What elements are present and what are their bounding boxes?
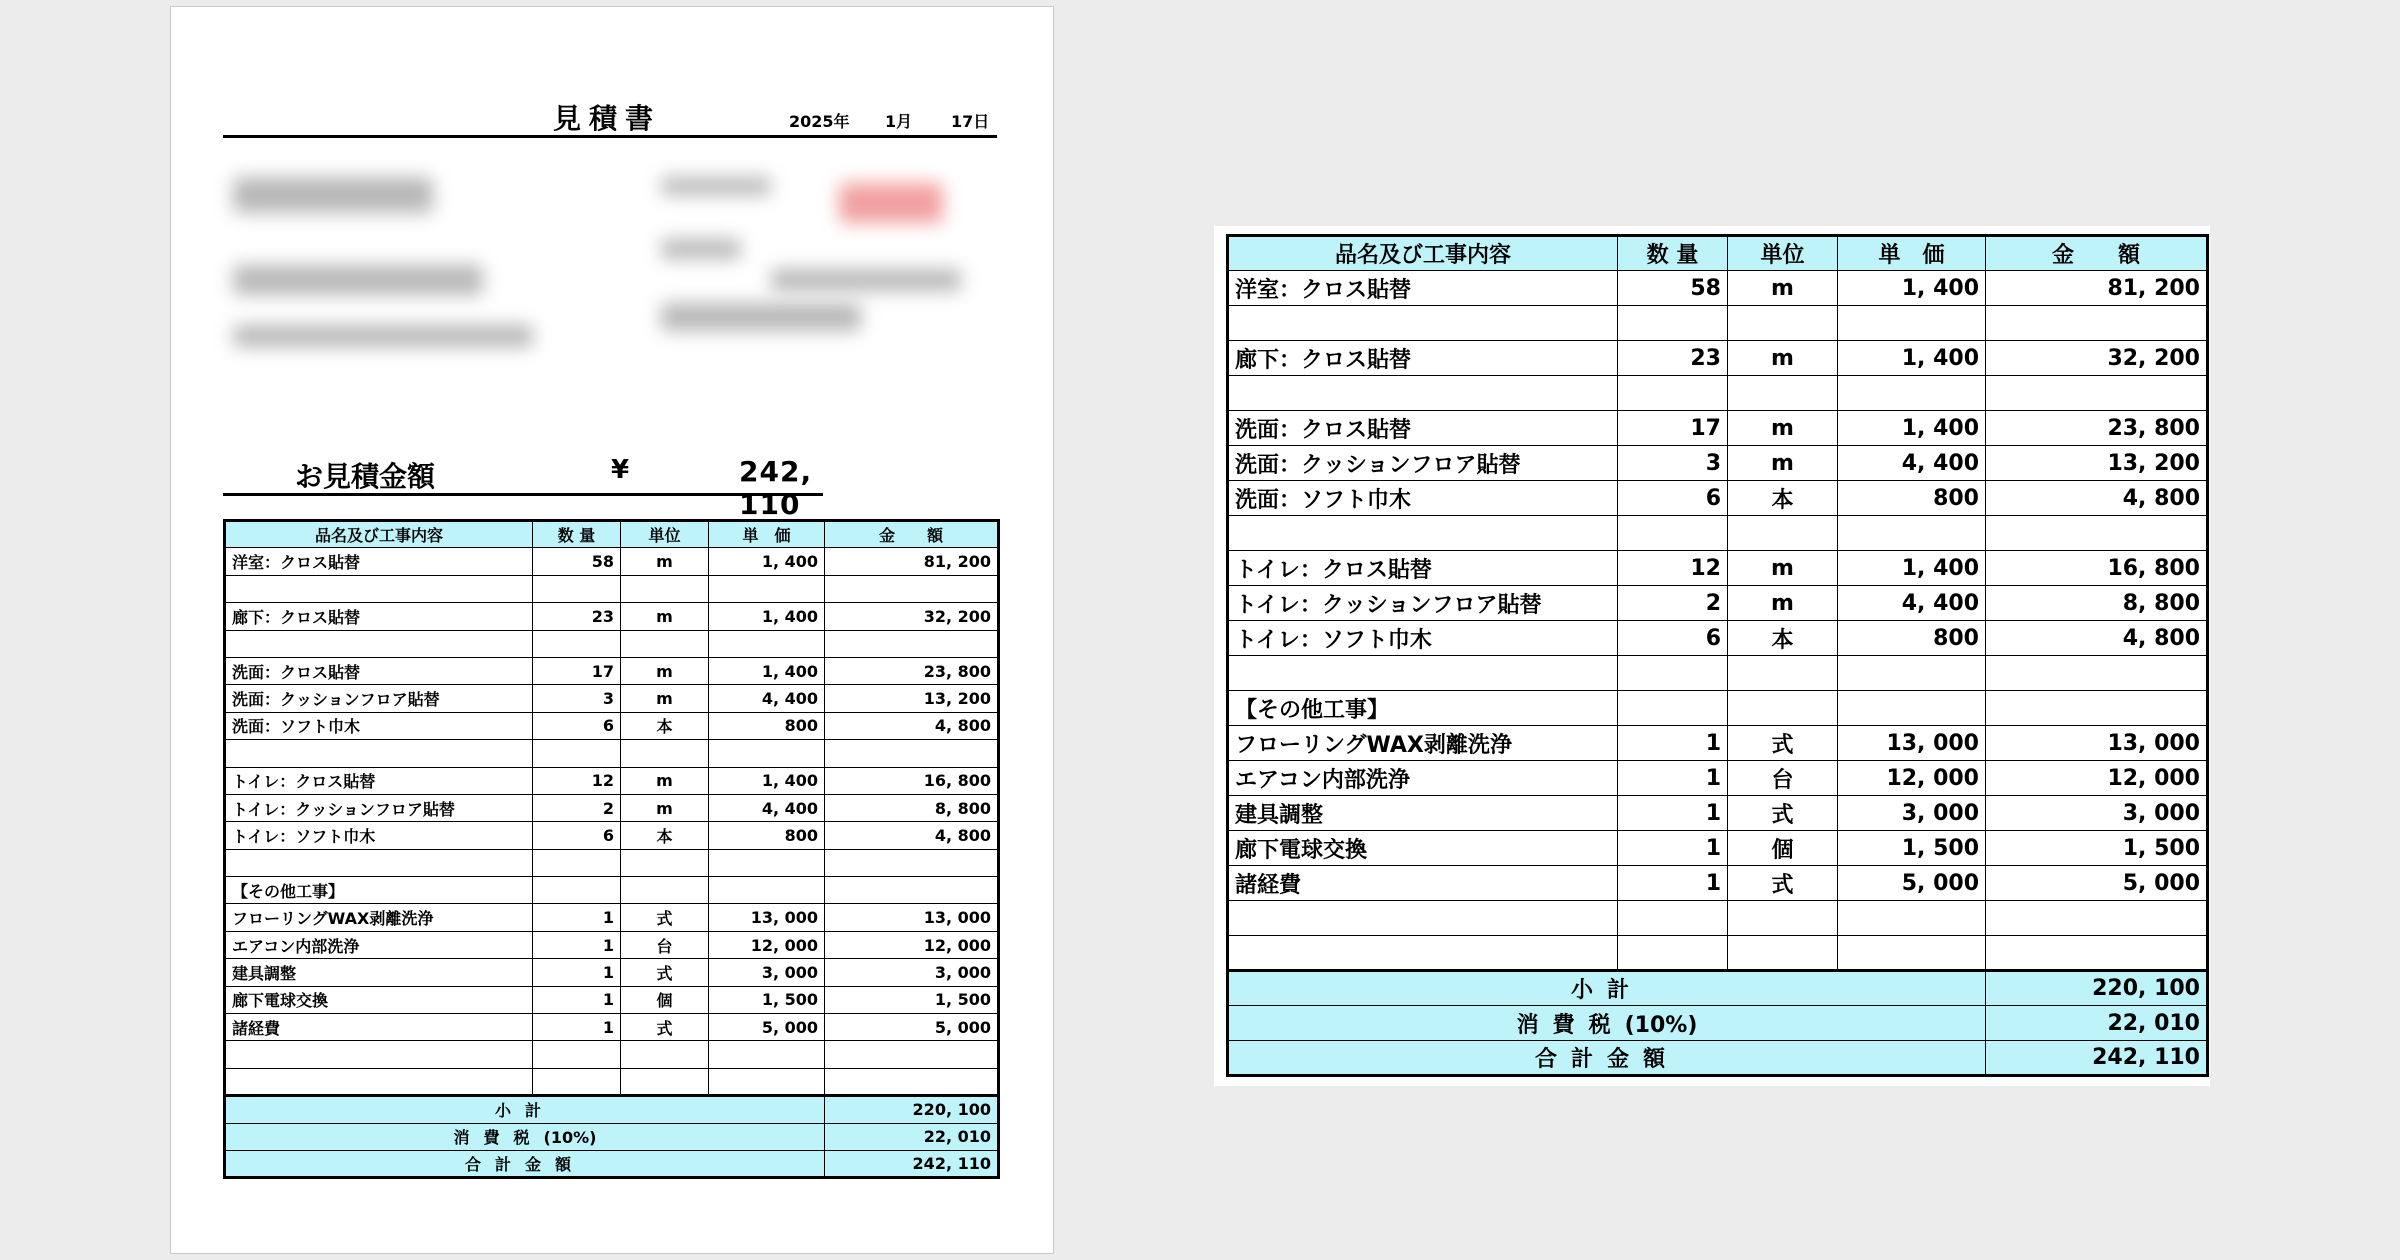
table-cell: 13, 000 (1838, 726, 1986, 761)
document-header (223, 95, 997, 138)
table-cell (1228, 901, 1618, 936)
table-row (1228, 831, 2208, 866)
table-cell (533, 877, 621, 904)
table-cell (1838, 306, 1986, 341)
table-cell (1228, 376, 1618, 411)
table-cell: 58 (533, 548, 621, 575)
table-cell: 5, 000 (709, 1014, 825, 1041)
table-cell (1228, 656, 1618, 691)
table-cell (533, 630, 621, 657)
table-cell: 12, 000 (1986, 761, 2208, 796)
table-cell (621, 575, 709, 602)
table-cell (1728, 376, 1838, 411)
table-cell: m (621, 767, 709, 794)
table-cell: 台 (621, 931, 709, 958)
table-cell: 式 (1728, 866, 1838, 901)
column-header: 数 量 (1618, 236, 1728, 271)
table-cell (1986, 901, 2208, 936)
table-cell (621, 849, 709, 876)
table-cell: 13, 200 (1986, 446, 2208, 481)
summary-label: 小計 (494, 1101, 555, 1121)
table-cell (1728, 306, 1838, 341)
summary-row (225, 1150, 999, 1177)
table-cell: 諸経費 (1228, 866, 1618, 901)
table-cell: 建具調整 (1228, 796, 1618, 831)
table-cell: 1 (533, 904, 621, 931)
summary-row (225, 1123, 999, 1150)
table-cell: 1 (1618, 726, 1728, 761)
summary-value: 242, 110 (825, 1150, 999, 1177)
table-cell (533, 1068, 621, 1095)
table-cell: 13, 000 (709, 904, 825, 931)
date-year: 2025年 (789, 112, 850, 131)
table-cell (1618, 306, 1728, 341)
table-cell (1986, 936, 2208, 971)
quote-amount-label: お見積金額 (295, 460, 436, 493)
table-cell (709, 849, 825, 876)
redacted-company-line (661, 177, 771, 195)
table-cell (533, 740, 621, 767)
table-cell: 1, 400 (1838, 271, 1986, 306)
table-cell: m (1728, 586, 1838, 621)
table-cell (1618, 656, 1728, 691)
table-cell: 廊下：クロス貼替 (1228, 341, 1618, 376)
table-cell (709, 877, 825, 904)
table-row (1228, 271, 2208, 306)
table-cell: 4, 800 (1986, 621, 2208, 656)
redacted-customer-detail (233, 325, 533, 347)
table-cell: 1, 400 (1838, 551, 1986, 586)
table-cell: 1 (1618, 761, 1728, 796)
table-cell: エアコン内部洗浄 (225, 931, 533, 958)
table-cell: 1 (533, 986, 621, 1013)
table-row (1228, 936, 2208, 971)
table-cell (533, 849, 621, 876)
table-cell (621, 877, 709, 904)
summary-label-cell (225, 1123, 825, 1150)
table-cell: m (1728, 411, 1838, 446)
table-cell (709, 575, 825, 602)
table-cell (621, 740, 709, 767)
table-cell: 81, 200 (825, 548, 999, 575)
redacted-company-stamp (839, 183, 943, 223)
zoomed-table-card (1214, 226, 2210, 1086)
table-cell: 3, 000 (1986, 796, 2208, 831)
table-cell: 800 (1838, 621, 1986, 656)
table-row (225, 1041, 999, 1068)
table-header-row (225, 521, 999, 548)
summary-row (225, 1096, 999, 1123)
table-row (225, 657, 999, 684)
table-cell: 1, 500 (1986, 831, 2208, 866)
table-cell: 廊下電球交換 (225, 986, 533, 1013)
table-row (225, 712, 999, 739)
table-cell: 12 (1618, 551, 1728, 586)
table-cell: フローリングWAX剥離洗浄 (1228, 726, 1618, 761)
table-cell (533, 1041, 621, 1068)
table-cell: m (1728, 551, 1838, 586)
table-cell: 本 (621, 822, 709, 849)
table-cell: 6 (533, 712, 621, 739)
table-cell: 1 (533, 1014, 621, 1041)
table-cell (1838, 376, 1986, 411)
table-cell (1228, 306, 1618, 341)
table-row (225, 849, 999, 876)
table-cell: 1 (1618, 866, 1728, 901)
table-cell: 4, 400 (1838, 446, 1986, 481)
currency-symbol: ¥ (611, 455, 630, 485)
table-cell: 2 (533, 794, 621, 821)
table-row (1228, 516, 2208, 551)
table-cell (1728, 516, 1838, 551)
table-cell: トイレ：クッションフロア貼替 (1228, 586, 1618, 621)
summary-row (1228, 1006, 2208, 1041)
table-cell: 12, 000 (709, 931, 825, 958)
table-cell: 81, 200 (1986, 271, 2208, 306)
table-cell (1728, 901, 1838, 936)
table-row (1228, 481, 2208, 516)
table-cell: 23 (533, 603, 621, 630)
table-row (225, 794, 999, 821)
table-cell: 廊下：クロス貼替 (225, 603, 533, 630)
table-cell: 13, 000 (825, 904, 999, 931)
table-row (225, 603, 999, 630)
table-cell: m (621, 548, 709, 575)
table-cell (225, 1041, 533, 1068)
table-row (225, 822, 999, 849)
summary-label-cell (1228, 971, 1986, 1006)
table-cell: 式 (621, 1014, 709, 1041)
table-cell: 1 (1618, 796, 1728, 831)
table-cell: 3, 000 (825, 959, 999, 986)
column-header: 品名及び工事内容 (1228, 236, 1618, 271)
table-cell: 洋室：クロス貼替 (1228, 271, 1618, 306)
summary-value: 220, 100 (825, 1096, 999, 1123)
table-cell: 13, 000 (1986, 726, 2208, 761)
table-cell: 【その他工事】 (225, 877, 533, 904)
quote-document-page (170, 6, 1054, 1254)
table-row (1228, 691, 2208, 726)
table-cell: 3, 000 (1838, 796, 1986, 831)
table-cell: 23, 800 (1986, 411, 2208, 446)
table-cell (533, 575, 621, 602)
table-cell: エアコン内部洗浄 (1228, 761, 1618, 796)
table-cell (225, 1068, 533, 1095)
table-cell: 個 (1728, 831, 1838, 866)
column-header: 単 価 (709, 521, 825, 548)
table-row (225, 630, 999, 657)
table-cell: 4, 400 (1838, 586, 1986, 621)
table-cell: 洗面：ソフト巾木 (1228, 481, 1618, 516)
table-cell (1618, 376, 1728, 411)
table-cell: 1, 500 (1838, 831, 1986, 866)
table-cell: トイレ：ソフト巾木 (1228, 621, 1618, 656)
table-cell (225, 575, 533, 602)
summary-label: 消費税 (453, 1128, 544, 1148)
table-cell: 洋室：クロス貼替 (225, 548, 533, 575)
table-cell: m (1728, 271, 1838, 306)
table-cell: 本 (621, 712, 709, 739)
table-cell: 6 (1618, 481, 1728, 516)
table-cell: 1, 400 (1838, 341, 1986, 376)
table-cell: 8, 800 (825, 794, 999, 821)
table-row (225, 685, 999, 712)
table-cell: 32, 200 (825, 603, 999, 630)
redacted-company-contact (661, 303, 861, 331)
summary-row (1228, 1041, 2208, 1076)
table-cell: 式 (621, 904, 709, 931)
table-cell: 個 (621, 986, 709, 1013)
table-row (225, 767, 999, 794)
table-cell (825, 740, 999, 767)
table-cell: 1, 400 (1838, 411, 1986, 446)
table-cell (709, 1068, 825, 1095)
table-cell (225, 740, 533, 767)
table-cell (825, 1068, 999, 1095)
table-cell (1986, 691, 2208, 726)
table-cell (621, 630, 709, 657)
table-cell (825, 877, 999, 904)
table-cell (1986, 656, 2208, 691)
table-cell: 式 (1728, 726, 1838, 761)
table-cell: 3 (1618, 446, 1728, 481)
table-cell (1838, 691, 1986, 726)
table-cell: 1 (1618, 831, 1728, 866)
table-cell: 5, 000 (1838, 866, 1986, 901)
summary-label-cell (225, 1150, 825, 1177)
column-header: 単位 (621, 521, 709, 548)
table-row (1228, 376, 2208, 411)
quote-table-small (223, 519, 1000, 1179)
table-row (1228, 306, 2208, 341)
table-cell (1618, 516, 1728, 551)
table-row (1228, 446, 2208, 481)
table-cell (1618, 936, 1728, 971)
table-cell: 6 (1618, 621, 1728, 656)
table-cell: 800 (709, 712, 825, 739)
date-month: 1月 (885, 112, 913, 131)
redacted-company-address (771, 269, 961, 291)
table-cell (1838, 656, 1986, 691)
column-header: 単位 (1728, 236, 1838, 271)
table-cell: 1 (533, 931, 621, 958)
table-cell (825, 1041, 999, 1068)
table-cell: 8, 800 (1986, 586, 2208, 621)
table-cell: 12 (533, 767, 621, 794)
table-cell (825, 630, 999, 657)
table-row (225, 931, 999, 958)
table-cell (1618, 691, 1728, 726)
table-cell (621, 1041, 709, 1068)
table-row (1228, 341, 2208, 376)
column-header: 数 量 (533, 521, 621, 548)
quote-table-zoomed (1226, 234, 2209, 1077)
table-row (1228, 551, 2208, 586)
table-cell: 1, 500 (709, 986, 825, 1013)
table-cell: m (621, 603, 709, 630)
table-row (1228, 761, 2208, 796)
table-cell: 4, 800 (825, 822, 999, 849)
table-cell: 17 (533, 657, 621, 684)
table-cell: 2 (1618, 586, 1728, 621)
table-cell: m (1728, 341, 1838, 376)
table-cell: 32, 200 (1986, 341, 2208, 376)
table-cell: m (621, 657, 709, 684)
summary-note: (10%) (1624, 1012, 1698, 1038)
summary-label: 消費税 (1516, 1012, 1625, 1038)
table-cell: m (621, 685, 709, 712)
date-day: 17日 (951, 112, 990, 131)
summary-value: 242, 110 (1986, 1041, 2208, 1076)
summary-label: 合計金額 (1534, 1047, 1679, 1072)
table-cell: 1, 400 (709, 657, 825, 684)
table-cell: トイレ：クロス貼替 (225, 767, 533, 794)
table-cell: 23 (1618, 341, 1728, 376)
table-cell: 12, 000 (825, 931, 999, 958)
table-cell: 5, 000 (825, 1014, 999, 1041)
document-title: 見積書 (553, 102, 662, 135)
table-cell (709, 740, 825, 767)
table-row (225, 548, 999, 575)
table-row (225, 877, 999, 904)
table-cell (225, 849, 533, 876)
table-cell: 本 (1728, 481, 1838, 516)
table-cell: トイレ：クロス貼替 (1228, 551, 1618, 586)
summary-value: 22, 010 (825, 1123, 999, 1150)
summary-value: 220, 100 (1986, 971, 2208, 1006)
table-cell: 6 (533, 822, 621, 849)
table-cell: 5, 000 (1986, 866, 2208, 901)
table-cell: 4, 400 (709, 794, 825, 821)
table-cell: 諸経費 (225, 1014, 533, 1041)
table-cell: 洗面：クロス貼替 (1228, 411, 1618, 446)
table-cell (1986, 306, 2208, 341)
table-cell: 台 (1728, 761, 1838, 796)
table-cell: 4, 800 (825, 712, 999, 739)
table-cell (1838, 936, 1986, 971)
table-cell: 800 (709, 822, 825, 849)
table-cell: 【その他工事】 (1228, 691, 1618, 726)
table-cell (1838, 516, 1986, 551)
table-cell: 23, 800 (825, 657, 999, 684)
table-cell: 58 (1618, 271, 1728, 306)
table-row (225, 1014, 999, 1041)
table-cell: 1, 400 (709, 603, 825, 630)
table-cell (1228, 936, 1618, 971)
table-cell: 本 (1728, 621, 1838, 656)
table-row (225, 740, 999, 767)
table-cell (1986, 376, 2208, 411)
table-cell: 式 (621, 959, 709, 986)
quote-amount-row (223, 453, 823, 521)
summary-label-cell (225, 1096, 825, 1123)
column-header: 金 額 (825, 521, 999, 548)
table-cell: 洗面：クッションフロア貼替 (1228, 446, 1618, 481)
redacted-company-name (661, 239, 741, 259)
table-cell: 廊下電球交換 (1228, 831, 1618, 866)
table-cell: 3, 000 (709, 959, 825, 986)
table-cell: 1 (533, 959, 621, 986)
table-row (1228, 901, 2208, 936)
summary-row (1228, 971, 2208, 1006)
table-cell (709, 630, 825, 657)
summary-label-cell (1228, 1006, 1986, 1041)
table-row (225, 904, 999, 931)
table-cell (1228, 516, 1618, 551)
table-row (1228, 411, 2208, 446)
table-cell: トイレ：ソフト巾木 (225, 822, 533, 849)
table-header-row (1228, 236, 2208, 271)
table-cell: 4, 400 (709, 685, 825, 712)
table-cell: 建具調整 (225, 959, 533, 986)
table-cell: フローリングWAX剥離洗浄 (225, 904, 533, 931)
table-cell: 洗面：クッションフロア貼替 (225, 685, 533, 712)
table-cell: 式 (1728, 796, 1838, 831)
column-header: 単 価 (1838, 236, 1986, 271)
table-cell (825, 575, 999, 602)
table-cell (1728, 656, 1838, 691)
table-cell: 16, 800 (1986, 551, 2208, 586)
table-row (1228, 866, 2208, 901)
table-cell: トイレ：クッションフロア貼替 (225, 794, 533, 821)
quote-amount-value: 242, 110 (739, 455, 813, 521)
table-cell (825, 849, 999, 876)
table-row (225, 986, 999, 1013)
table-cell (621, 1068, 709, 1095)
table-cell: 16, 800 (825, 767, 999, 794)
table-cell: 1, 400 (709, 548, 825, 575)
table-cell: 12, 000 (1838, 761, 1986, 796)
table-cell (1728, 691, 1838, 726)
table-cell: 1, 500 (825, 986, 999, 1013)
column-header: 金 額 (1986, 236, 2208, 271)
table-cell: 800 (1838, 481, 1986, 516)
table-cell: 17 (1618, 411, 1728, 446)
table-row (1228, 796, 2208, 831)
table-cell: m (621, 794, 709, 821)
table-cell: 4, 800 (1986, 481, 2208, 516)
table-cell (1618, 901, 1728, 936)
table-cell (1986, 516, 2208, 551)
summary-label-cell (1228, 1041, 1986, 1076)
redacted-customer-name (233, 177, 433, 213)
table-cell (225, 630, 533, 657)
summary-label: 合計金額 (464, 1155, 585, 1175)
table-cell: 3 (533, 685, 621, 712)
table-row (1228, 656, 2208, 691)
table-row (1228, 621, 2208, 656)
table-cell: m (1728, 446, 1838, 481)
table-cell: 1, 400 (709, 767, 825, 794)
summary-label: 小計 (1570, 978, 1643, 1003)
table-row (225, 575, 999, 602)
table-row (1228, 586, 2208, 621)
table-cell (1838, 901, 1986, 936)
summary-note: (10%) (543, 1128, 597, 1148)
table-cell: 13, 200 (825, 685, 999, 712)
table-cell: 洗面：ソフト巾木 (225, 712, 533, 739)
table-row (1228, 726, 2208, 761)
summary-value: 22, 010 (1986, 1006, 2208, 1041)
table-row (225, 1068, 999, 1095)
redacted-customer-address (233, 265, 483, 295)
table-row (225, 959, 999, 986)
table-cell: 洗面：クロス貼替 (225, 657, 533, 684)
column-header: 品名及び工事内容 (225, 521, 533, 548)
table-cell (709, 1041, 825, 1068)
table-cell (1728, 936, 1838, 971)
